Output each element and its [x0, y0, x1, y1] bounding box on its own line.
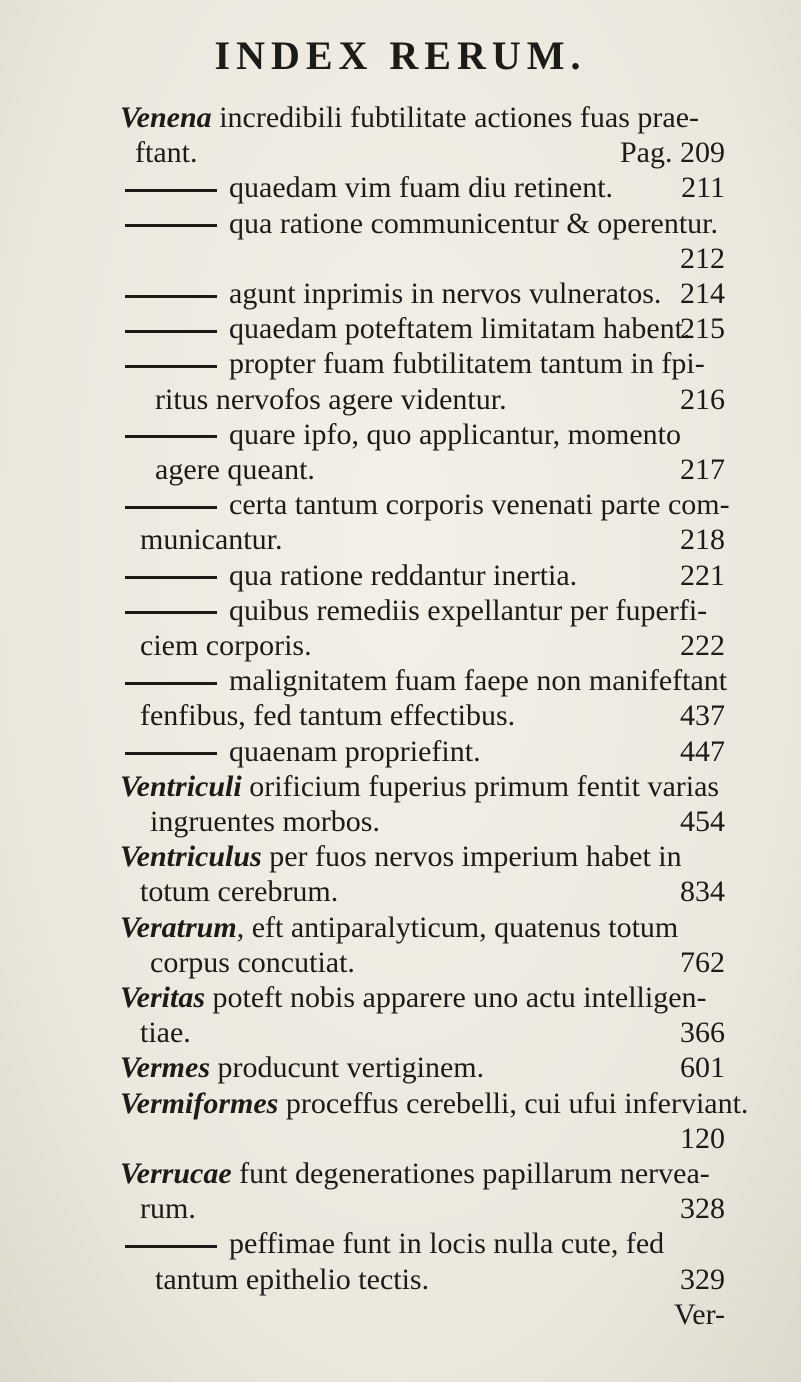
entry-headword: Verrucae — [120, 1157, 232, 1190]
entry-text: agunt inprimis in nervos vulneratos. — [229, 277, 662, 310]
page-reference: 762 — [680, 945, 725, 979]
entry-text: producunt vertiginem. — [210, 1051, 485, 1085]
index-line — [125, 485, 730, 525]
index-line — [120, 1084, 749, 1124]
index-line — [125, 168, 725, 208]
index-line — [125, 415, 725, 455]
page-reference: 437 — [680, 699, 725, 733]
page-reference: 329 — [680, 1262, 725, 1296]
repeat-dash — [125, 295, 217, 298]
index-line — [125, 1224, 725, 1264]
repeat-dash — [125, 506, 217, 509]
index-line — [140, 1189, 725, 1229]
page-reference: 211 — [681, 171, 725, 205]
page-reference: 834 — [680, 875, 725, 909]
page-reference: 214 — [680, 277, 725, 310]
index-line — [140, 1013, 725, 1053]
entry-text: qua ratione communicentur & operentur. — [229, 206, 719, 240]
index-line — [120, 1119, 725, 1159]
index-line — [125, 204, 725, 244]
page-reference: 601 — [680, 1051, 725, 1085]
page-reference: 120 — [680, 1121, 725, 1155]
page-reference: 218 — [680, 523, 725, 557]
entry-text: municantur. — [140, 523, 283, 557]
entry-text: ritus nervofos agere videntur. — [155, 382, 507, 416]
index-line — [120, 837, 725, 877]
entry-text: quibus remediis expellantur per fuperfi- — [229, 593, 708, 627]
repeat-dash — [125, 224, 217, 227]
page-reference: 217 — [680, 453, 725, 486]
index-line — [120, 1295, 725, 1335]
entry-headword: Veratrum — [120, 910, 237, 944]
repeat-dash — [125, 611, 217, 614]
entry-text: quaedam poteftatem limitatam habent. — [229, 312, 691, 346]
index-line — [120, 767, 725, 807]
entry-text: tantum epithelio tectis. — [155, 1262, 430, 1296]
index-line — [125, 309, 725, 349]
page-reference: 454 — [680, 805, 725, 838]
entry-text: tiae. — [140, 1016, 191, 1050]
index-line — [150, 802, 725, 842]
page-reference: 328 — [680, 1192, 725, 1226]
entry-text: quaedam vim fuam diu retinent. — [229, 171, 614, 205]
entry-text: certa tantum corporis venenati parte com- — [229, 488, 730, 522]
entry-text: qua ratione reddantur inertia. — [229, 558, 578, 592]
index-line — [155, 450, 725, 490]
index-line — [140, 520, 725, 560]
index-line — [125, 239, 725, 279]
page-reference: 221 — [680, 558, 725, 592]
entry-text: corpus concutiat. — [150, 945, 355, 979]
repeat-dash — [125, 682, 217, 685]
entry-headword: Ventriculus — [120, 840, 262, 874]
repeat-dash — [125, 576, 217, 579]
page-reference: 366 — [680, 1016, 725, 1050]
index-line — [140, 872, 725, 912]
index-line — [125, 732, 725, 772]
index-line — [155, 1260, 725, 1300]
repeat-dash — [125, 365, 217, 368]
entry-text: fenfibus, fed tantum effectibus. — [140, 699, 516, 733]
entry-text: , eft antiparalyticum, quatenus totum — [236, 910, 679, 944]
repeat-dash — [125, 435, 217, 438]
entry-headword: Ventriculi — [120, 769, 242, 803]
entry-text: rum. — [140, 1192, 196, 1226]
repeat-dash — [125, 1245, 217, 1248]
index-line — [120, 1048, 725, 1088]
entry-text: per fuos nervos imperium habet in — [261, 840, 682, 874]
repeat-dash — [125, 189, 217, 192]
page-header: INDEX RERUM. — [214, 33, 587, 78]
index-line — [140, 626, 725, 666]
entry-text: peffimae funt in locis nulla cute, fed — [229, 1227, 665, 1261]
page-reference: Ver- — [673, 1297, 725, 1331]
entry-headword: Venena — [120, 101, 212, 134]
repeat-dash — [125, 752, 217, 755]
entry-headword: Veritas — [120, 981, 206, 1014]
entry-text: poteft nobis apparere uno actu intelligen- — [205, 981, 707, 1014]
page-reference: 212 — [680, 241, 725, 275]
page-reference: 216 — [680, 382, 725, 416]
entry-text: agere queant. — [155, 453, 315, 486]
index-line — [155, 380, 725, 420]
index-line — [125, 591, 725, 631]
entry-text: quaenam propriefint. — [229, 734, 481, 768]
index-line — [120, 98, 699, 138]
index-line — [125, 274, 725, 314]
page-reference: 215 — [680, 312, 725, 346]
repeat-dash — [125, 330, 217, 333]
entry-headword: Vermiformes — [120, 1086, 279, 1120]
entry-text: ftant. — [135, 136, 198, 170]
index-line — [125, 556, 725, 596]
index-line — [125, 661, 728, 701]
index-line — [120, 1154, 725, 1194]
page-reference: 222 — [680, 629, 725, 662]
entry-text: proceffus cerebelli, cui ufui inferviant. — [278, 1086, 749, 1120]
index-line — [125, 344, 725, 384]
index-line — [150, 943, 725, 983]
index-line — [120, 908, 725, 948]
entry-text: funt degenerationes papillarum nervea- — [231, 1157, 710, 1190]
entry-text: propter fuam fubtilitatem tantum in fpi- — [229, 347, 705, 381]
index-line — [120, 978, 725, 1018]
entry-text: ciem corporis. — [140, 629, 312, 662]
index-line — [140, 696, 725, 736]
entry-text: totum cerebrum. — [140, 875, 339, 909]
index-line — [135, 133, 725, 173]
entry-text: malignitatem fuam faepe non manifeftant — [229, 664, 728, 698]
page-reference: Pag. 209 — [620, 136, 725, 170]
page-reference: 447 — [680, 734, 725, 768]
entry-text: quare ipfo, quo applicantur, momento — [229, 417, 682, 451]
entry-text: ingruentes morbos. — [150, 805, 380, 838]
entry-headword: Vermes — [120, 1051, 210, 1085]
entry-text: orificium fuperius primum fentit varias — [241, 769, 720, 803]
entry-text: incredibili fubtilitate actiones fuas prae- — [211, 101, 699, 134]
